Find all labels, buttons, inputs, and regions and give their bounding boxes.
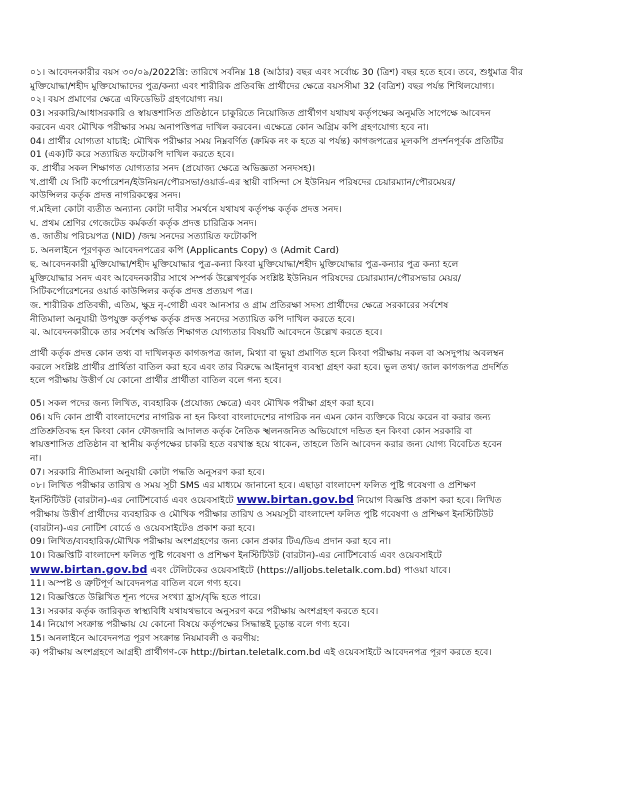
text-line: [30, 493, 608, 508]
text-line: ০৮। লিখিত পরীক্ষার তারিখ ও সময় সূচী SMS এর মাধ্যমে জানানো হবে। এছাড়া বাংলাদেশ ফলিত পুষ্টি গবেষণা ও প্রশিক্ষণ: [30, 480, 476, 492]
text-line: 03। সরকারি/আধাসরকারি ও স্বায়ত্তশাসিত প্রতিষ্ঠানে চাকুরিতে নিয়োজিত প্রার্থীগণ যথাযথ কর্তৃপক্ষের অনুমতি সাপেক্ষে আবেদন: [30, 108, 491, 120]
text-line: 04। প্রার্থীর যোগ্যতা যাচাই: মৌখিক পরীক্ষার সময় নিম্নবর্ণিত (ক্রমিক নং ক হতে ঝ পর্যন্ত) কাগজপত্রের মূলকপি প্রদর্শনপূর্বক প্রতিটির: [30, 135, 504, 147]
birtan-website-link[interactable]: www.birtan.gov.bd: [30, 562, 148, 576]
birtan-website-link[interactable]: www.birtan.gov.bd: [236, 493, 354, 507]
notice-document: [30, 66, 608, 660]
doc-item: ঝ. আবেদনকারীকে তার সর্বশেষ অর্জিত শিক্ষাগত যোগ্যতার বিষয়টি আবেদনে উল্লেখ করতে হবে।: [30, 327, 383, 339]
clause-09: 09। লিখিত/ব্যবহারিক/মৌখিক পরীক্ষায় অংশগ্রহণের জন্য কোন প্রকার টিএ/ডিএ প্রদান করা হবে না।: [30, 536, 391, 548]
clause-07: 07। সরকারি নীতিমালা অনুযায়ী কোটা পদ্ধতি অনুসরণ করা হবে।: [30, 466, 265, 478]
required-documents-list: [30, 162, 608, 340]
teletalk-jobs-url[interactable]: (https://alljobs.teletalk.com.bd): [256, 564, 401, 576]
clause-04: [30, 135, 608, 162]
doc-item: ঘ. প্রথম শ্রেণির গেজেটেড কর্মকর্তা কর্তৃক প্রদত্ত চারিত্রিক সনদ।: [30, 217, 257, 229]
text-line: স্বায়ত্তশাসিত প্রতিষ্ঠান বা স্থানীয় কর্তৃপক্ষের চাকরি হতে বরখাস্ত হয়ে থাকেন, তাহলে তিনি আবেদন করার জন্য যোগ্য বিবেচিত হবেন: [30, 439, 503, 451]
clause-11: 11। অস্পষ্ট ও ত্রুটিপূর্ণ আবেদনপত্র বাতিল বলে গণ্য হবে।: [30, 578, 241, 590]
text-line: ০১। আবেদনকারীর বয়স ৩০/০৯/2022খ্রি: তারিখে সর্বনিম্ন 18 (আঠার) বছর এবং সর্বোচ্চ 30 (ত্রিশ) বছর হতে হবে। তবে, শুধুমাত্র বীর: [30, 67, 524, 78]
text-line: হলে পরীক্ষায় উত্তীর্ণ যে কোনো প্রার্থীর প্রার্থীতা বাতিল বলে গন্য হবে।: [30, 375, 282, 387]
doc-item: চ. অনলাইনে পূরণকৃত আবেদনপত্রের কপি (Applicants Copy) ও (Admit Card): [30, 245, 339, 257]
doc-item: গ.মহিলা কোটা ব্যতীত অন্যান্য কোটা দাবীর সমর্থনে যথাযথ কর্তৃপক্ষ কর্তৃক প্রদত্ত সনদ।: [30, 204, 342, 216]
doc-item: কাউন্সিলর কর্তৃক প্রদত্ত নাগরিকত্বের সনদ।: [30, 190, 181, 202]
text-line: না।: [30, 452, 42, 464]
text-line: (বারটান)-এর নোটিশ বোর্ডে ও ওয়েবসাইটেও প্রকাশ করা হবে।: [30, 522, 256, 534]
doc-item: ক. প্রার্থীর সকল শিক্ষাগত যোগ্যতার সনদ (প্রযোজ্য ক্ষেত্রে অভিজ্ঞতা সনদসহ)।: [30, 162, 316, 174]
text-line: [30, 563, 608, 578]
text-span: এবং টেলিটকের ওয়েবসাইটে: [147, 564, 257, 576]
clause-12: 12। বিজ্ঞপ্তিতে উল্লিখিত শূন্য পদের সংখ্যা হ্রাস/বৃদ্ধি হতে পারে।: [30, 592, 261, 604]
text-line: করলে সংশ্লিষ্ট প্রার্থীর প্রার্থিতা বাতিল করা হবে এবং তার বিরুদ্ধে আইনানুগ ব্যবস্থা গ্রহণ করা হবে। ভুল তথ্য/ জাল কাগজপত্র প্রদর্শিত: [30, 361, 509, 373]
text-span: নিয়োগ বিজ্ঞপ্তি প্রকাশ করা হবে। লিখিত: [353, 495, 502, 507]
text-line: 10। বিজ্ঞপ্তিটি বাংলাদেশ ফলিত পুষ্টি গবেষণা ও প্রশিক্ষণ ইনস্টিটিউট (বারটান)-এর নোটিশবোর্ড এবং ওয়েবসাইটে: [30, 549, 442, 561]
text-span: ইনস্টিটিউট (বারটান)-এর নোটিশবোর্ড এবং ওয়েবসাইটে: [30, 495, 237, 507]
text-line: প্রতিশ্রুতিবদ্ধ হন কিংবা কোন ফৌজদারি আদালত কর্তৃক নৈতিক স্খলনজনিত অভিযোগে দন্ডিত হন কিংবা কোন সরকারি বা: [30, 425, 473, 437]
clause-06: [30, 411, 608, 466]
clause-03: [30, 107, 608, 134]
clause-14: 14। নিয়োগ সংক্রান্ত পরীক্ষায় যে কোনো বিষয়ে কর্তৃপক্ষের সিদ্ধান্তই চূড়ান্ত বলে গণ্য হবে।: [30, 619, 350, 631]
text-line: পরীক্ষায় উত্তীর্ণ প্রার্থীদের ব্যবহারিক ও মৌখিক পরীক্ষার তারিখ ও সময়সূচী বাংলাদেশ ফলিত পুষ্টি গবেষণা ও প্রশিক্ষণ ইনস্টিটিউট: [30, 508, 494, 520]
clause-05: 05। সকল পদের জন্য লিখিত, ব্যবহারিক (প্রযোজ্য ক্ষেত্রে) এবং মৌখিক পরীক্ষা গ্রহণ করা হবে।: [30, 398, 375, 410]
clause-08: [30, 479, 608, 535]
text-line: 06। যদি কোন প্রার্থী বাংলাদেশের নাগরিক না হন কিংবা বাংলাদেশের নাগরিক নন এমন কোন ব্যক্তিকে বিয়ে করেন বা করার জন্য: [30, 411, 491, 423]
text-line: 01 (এক)টি করে সত্যায়িত ফটোকপি দাখিল করতে হবে।: [30, 149, 235, 161]
doc-item: মুক্তিযোদ্ধার সনদ এবং আবেদনকারীর সাথে সম্পর্ক উল্লেখপূর্বক সংশ্লিষ্ট ইউনিয়ন পরিষদের চেয়ারম্যান/পৌরসভার মেয়র/: [30, 272, 461, 284]
clause-13: 13। সরকার কর্তৃক জারিকৃত স্বাস্থ্যবিধি যথাযথভাবে অনুসরণ করে পরীক্ষায় অংশগ্রহণ করতে হবে।: [30, 605, 379, 617]
text-line: মুক্তিযোদ্ধা/শহীদ মুক্তিযোদ্ধাদের পুত্র/কন্যা এবং শারীরিক প্রতিবন্ধি প্রার্থীদের ক্ষেত্রে বয়সসীমা 32 (বত্রিশ) বছর পর্যন্ত শিথিলযোগ্য।: [30, 80, 495, 92]
doc-item: জ. শারীরিক প্রতিবন্ধী, এতিম, ক্ষুদ্র নৃ-গোষ্ঠী এবং আনসার ও গ্রাম প্রতিরক্ষা সদস্য প্রার্থীদের ক্ষেত্রে সরকারের সর্বশেষ: [30, 299, 449, 311]
clause-15: 15। অনলাইনে আবেদনপত্র পূরণ সংক্রান্ত নিয়মাবলী ও করণীয়:: [30, 633, 260, 645]
doc-item: খ.প্রার্থী যে সিটি কর্পোরেশন/ইউনিয়ন/পৌরসভা/ওয়ার্ড-এর স্থায়ী বাসিন্দা সে ইউনিয়ন পরিষদের চেয়ারম্যান/পৌরমেয়র/: [30, 176, 456, 188]
text-span: পাওয়া যাবে।: [400, 564, 451, 576]
clause-01: [30, 66, 608, 93]
doc-item: ছ. আবেদনকারী মুক্তিযোদ্ধা/শহীদ মুক্তিযোদ্ধার পুত্র-কন্যা কিংবা মুক্তিযোদ্ধা/শহীদ মুক্তিযোদ্ধার পুত্র-কন্যার পুত্র কন্যা হলে: [30, 258, 459, 270]
warning-paragraph: [30, 347, 608, 388]
doc-item: সিটিকর্পোরেশনের ওয়ার্ড কাউন্সিলর কর্তৃক প্রদত্ত প্রত্যয়ণ পত্র।: [30, 286, 253, 298]
clause-02: ০২। বয়স প্রমাণের ক্ষেত্রে এফিডেভিট গ্রহণযোগ্য নয়।: [30, 94, 223, 106]
clause-15-a: ক) পরীক্ষায় অংশগ্রহণে আগ্রহী প্রার্থীগণ-কে http://birtan.teletalk.com.bd এই ওয়েবসাইটে আবেদনপত্র পূরণ করতে হবে।: [30, 646, 492, 658]
clause-10: [30, 549, 608, 577]
doc-item: নীতিমালা অনুযায়ী উপযুক্ত কর্তৃপক্ষ কর্তৃক প্রদত্ত সনদের সত্যায়িত কপি দাখিল করতে হবে।: [30, 313, 355, 325]
text-line: প্রার্থী কর্তৃক প্রদত্ত কোন তথ্য বা দাখিলকৃত কাগজপত্র জাল, মিথ্যা বা ভুয়া প্রমাণিত হলে কিংবা পরীক্ষায় নকল বা অসদুপায় অবলম্বন: [30, 348, 504, 360]
text-line: করবেন এবং মৌখিক পরীক্ষার সময় অনাপত্তিপত্র দাখিল করবেন। এক্ষেত্রে কোন অগ্রিম কপি গ্রহণযোগ্য হবে না।: [30, 121, 429, 133]
doc-item: ঙ. জাতীয় পরিচয়পত্র (NID) /জন্ম সনদের সত্যায়িত ফটোকপি: [30, 231, 258, 243]
